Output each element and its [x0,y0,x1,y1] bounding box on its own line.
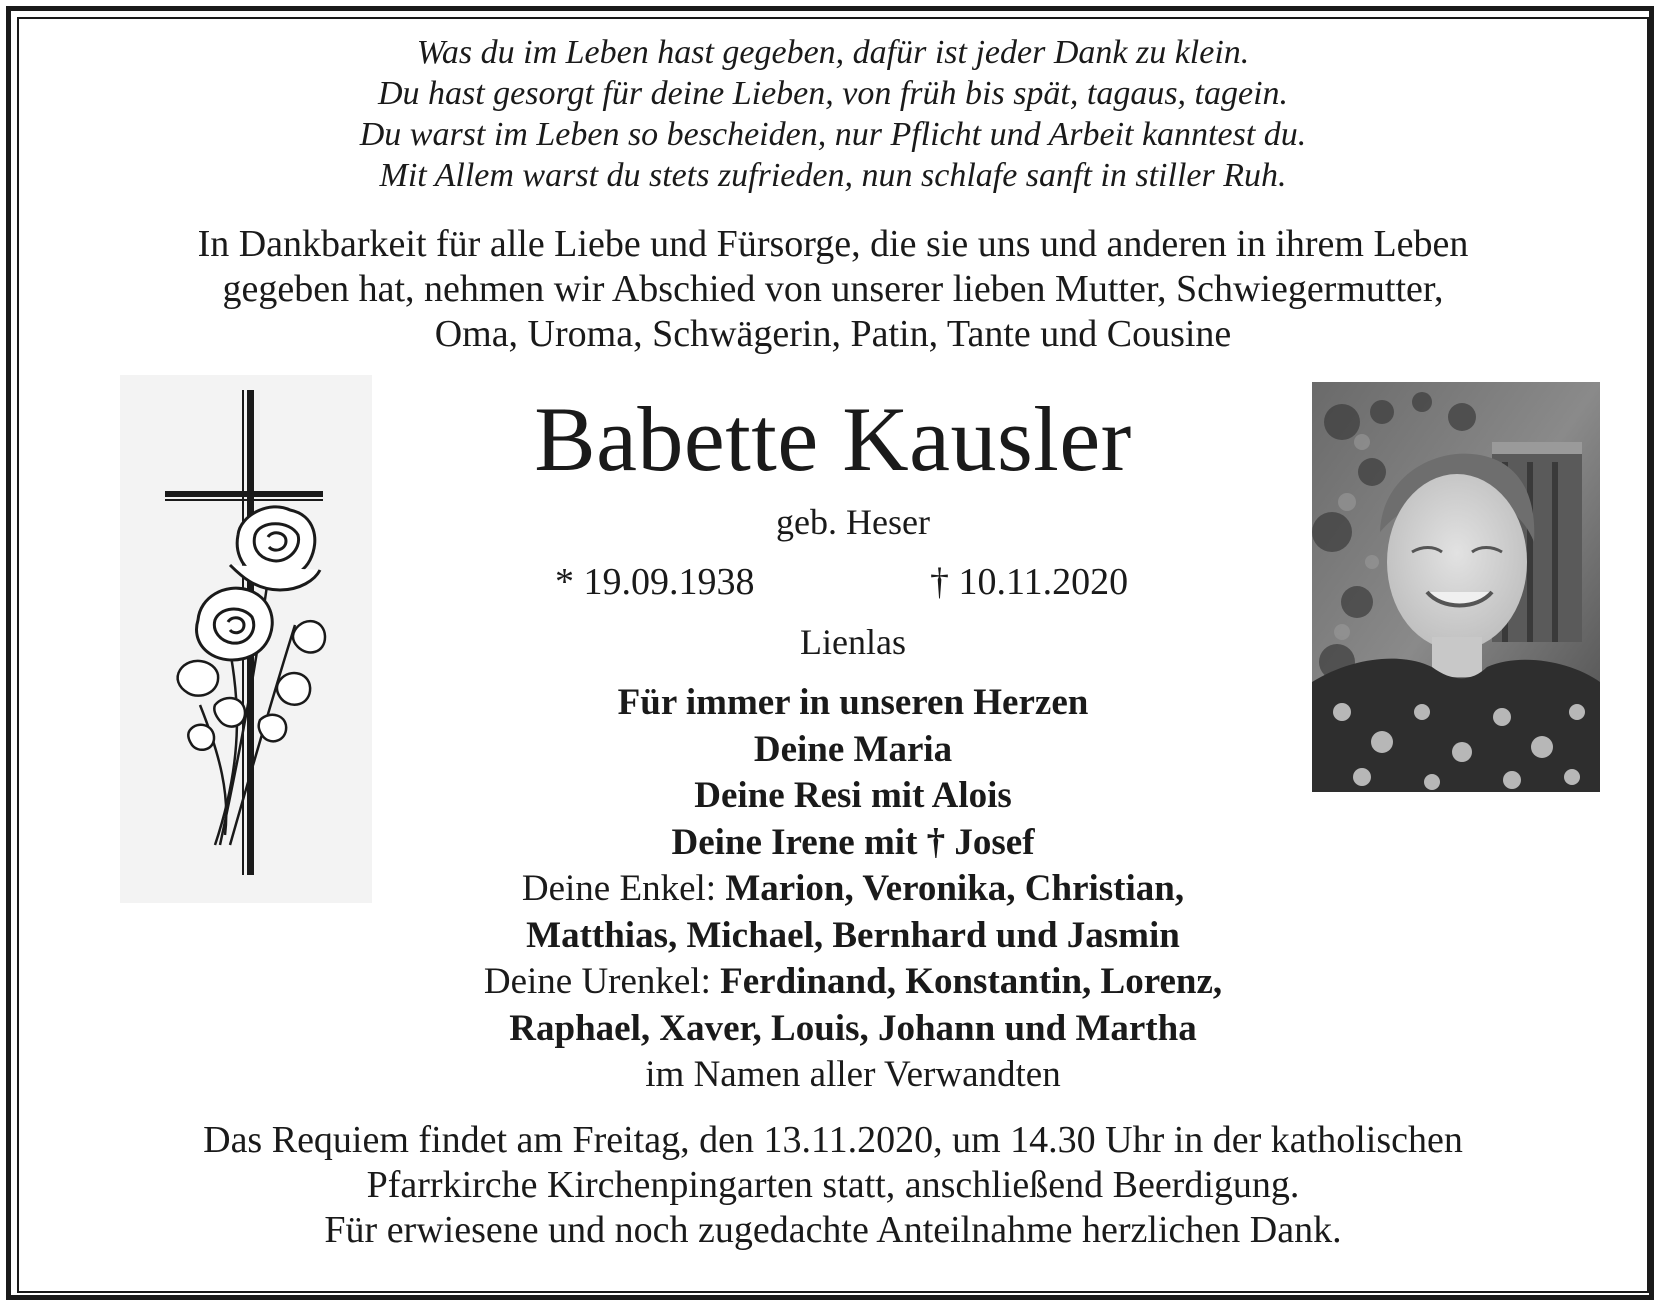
great-grandchildren-names: Ferdinand, Konstantin, Lorenz, [720,961,1223,1002]
great-grandchildren-label: Deine Urenkel: [483,961,721,1002]
family-line: Deine Irene mit † Josef [671,821,1035,863]
poem-line: Mit Allem warst du stets zufrieden, nun schlafe sanft in stiller Ruh. [379,157,1287,194]
deceased-name: Babette Kausler [534,388,1132,490]
intro-line: Oma, Uroma, Schwägerin, Patin, Tante und Cousine [434,313,1232,355]
closing-line: Das Requiem findet am Freitag, den 13.11.2020, um 14.30 Uhr in der katholischen [203,1119,1463,1161]
relatives-line: im Namen aller Verwandten [645,1054,1061,1095]
poem-line: Du warst im Leben so bescheiden, nur Pflicht und Arbeit kanntest du. [359,116,1307,153]
closing-line: Pfarrkirche Kirchenpingarten statt, anschließend Beerdigung. [366,1164,1300,1206]
place: Lienlas [800,622,906,662]
intro-text [0,222,1666,357]
family-list [0,680,1666,1099]
family-line: Für immer in unseren Herzen [617,682,1089,723]
great-grandchildren-names: Raphael, Xaver, Louis, Johann und Martha [509,1007,1197,1049]
birth-date: * 19.09.1938 [555,561,755,603]
poem-line: Du hast gesorgt für deine Lieben, von früh bis spät, tagaus, tagein. [377,75,1289,112]
grandchildren-label: Deine Enkel: [521,868,726,909]
maiden-name: geb. Heser [776,502,930,542]
poem-line: Was du im Leben hast gegeben, dafür ist jeder Dank zu klein. [416,34,1250,71]
grandchildren-names: Marion, Veronika, Christian, [725,868,1185,909]
intro-line: In Dankbarkeit für alle Liebe und Fürsorge, die sie uns und anderen in ihrem Leben [197,223,1469,265]
death-date: † 10.11.2020 [930,561,1129,603]
closing-line: Für erwiesene und noch zugedachte Anteilnahme herzlichen Dank. [324,1209,1342,1251]
family-line: Deine Resi mit Alois [694,775,1012,816]
family-line: Deine Maria [753,728,953,770]
grandchildren-names: Matthias, Michael, Bernhard und Jasmin [526,914,1180,956]
closing-text [0,1118,1666,1253]
poem [0,32,1666,196]
intro-line: gegeben hat, nehmen wir Abschied von unserer lieben Mutter, Schwiegermutter, [222,268,1444,310]
